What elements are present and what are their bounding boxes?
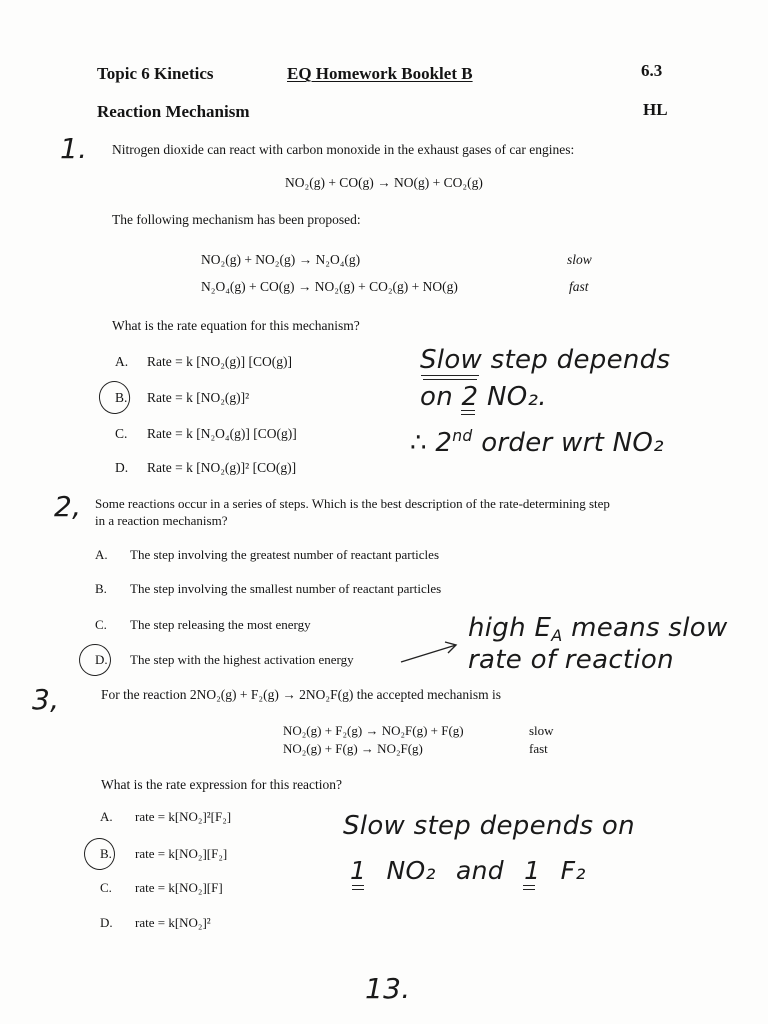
q1-note-line-3	[410, 428, 664, 459]
q3-mechanism-step-2: NO₂(g) + F(g) → NO₂F(g)	[283, 741, 423, 756]
q2-note-line-1-suffix: means slow	[562, 613, 728, 643]
page-subtitle: Reaction Mechanism	[97, 102, 250, 121]
q3-note-underline	[523, 885, 535, 886]
q2-note-line-2: rate of reaction	[468, 645, 674, 675]
q3-mechanism-step-2-speed: fast	[529, 741, 548, 756]
q2-option-a-letter: A.	[95, 547, 108, 562]
q1-overall-equation: NO₂(g) + CO(g) → NO(g) + CO₂(g)	[285, 175, 483, 190]
q1-option-c-letter: C.	[115, 426, 128, 441]
q3-option-b-text: rate = k[NO₂][F₂]	[135, 846, 228, 861]
q3-question: What is the rate expression for this reaction?	[101, 777, 343, 792]
q2-option-a-text: The step involving the greatest number of reactant particles	[130, 547, 439, 562]
q3-option-a-text: rate = k[NO₂]²[F₂]	[135, 809, 232, 824]
q2-note-line-1-subscript: A	[551, 625, 563, 645]
q1-note-underline	[423, 379, 477, 380]
q3-prompt: For the reaction 2NO₂(g) + F₂(g) → 2NO₂F(g) the accepted mechanism is	[101, 687, 502, 702]
q1-note-line-1: Slow step depends	[420, 345, 671, 375]
q3-option-d-letter: D.	[100, 915, 113, 930]
q2-handwritten-number: 2,	[54, 490, 82, 523]
q1-option-b-letter: B.	[115, 390, 128, 405]
q1-option-b-text: Rate = k [NO₂(g)]²	[147, 390, 250, 405]
q1-question: What is the rate equation for this mechanism?	[112, 318, 360, 333]
q1-note-line-3-prefix: ∴ 2	[410, 428, 453, 459]
q3-note-underline	[352, 885, 364, 886]
section-number: 6.3	[641, 61, 663, 80]
q2-note-line-1	[468, 614, 728, 645]
topic-title: Topic 6 Kinetics	[97, 64, 214, 83]
q1-handwritten-number: 1.	[60, 132, 88, 165]
q1-option-a-letter: A.	[115, 354, 129, 369]
q2-option-b-text: The step involving the smallest number of reactant particles	[130, 581, 442, 596]
q1-note-line-3-suffix: order wrt NO₂	[472, 428, 664, 459]
q1-note-line-3-ordinal: nd	[452, 427, 473, 445]
q3-mechanism-step-1-speed: slow	[529, 723, 554, 738]
q3-option-d-text: rate = k[NO₂]²	[135, 915, 211, 930]
q2-prompt-line-1: Some reactions occur in a series of steps. Which is the best description of the rate-determining step	[95, 496, 610, 511]
page-number: 13.	[365, 972, 411, 1005]
q3-option-c-text: rate = k[NO₂][F]	[135, 880, 223, 895]
q2-option-c-text: The step releasing the most energy	[130, 617, 311, 632]
booklet-title: EQ Homework Booklet B	[287, 64, 473, 83]
q3-mechanism-step-1: NO₂(g) + F₂(g) → NO₂F(g) + F(g)	[283, 723, 464, 738]
q3-handwritten-number: 3,	[32, 683, 60, 716]
level-label: HL	[643, 100, 668, 119]
q3-note-line-2: 1 NO₂ and 1 F₂	[350, 856, 586, 885]
q1-option-a-text: Rate = k [NO₂(g)] [CO(g)]	[147, 354, 293, 369]
q2-option-d-letter: D.	[95, 652, 108, 667]
q1-mechanism-step-1-speed: slow	[567, 252, 592, 267]
q1-option-c-text: Rate = k [N₂O₄(g)] [CO(g)]	[147, 426, 297, 441]
q1-prompt: Nitrogen dioxide can react with carbon monoxide in the exhaust gases of car engines:	[112, 142, 575, 157]
q1-mechanism-step-2: N₂O₄(g) + CO(g) → NO₂(g) + CO₂(g) + NO(g)	[201, 279, 458, 294]
q3-option-c-letter: C.	[100, 880, 112, 895]
q1-option-d-text: Rate = k [NO₂(g)]² [CO(g)]	[147, 460, 297, 475]
arrow-annotation	[398, 636, 462, 668]
q2-option-c-letter: C.	[95, 617, 107, 632]
q3-option-a-letter: A.	[100, 809, 113, 824]
q3-note-line-1: Slow step depends on	[343, 811, 635, 841]
q1-option-d-letter: D.	[115, 460, 129, 475]
q1-note-line-2: on 2 NO₂.	[420, 382, 547, 412]
q1-note-underline	[461, 414, 475, 415]
q1-mechanism-intro: The following mechanism has been proposed:	[112, 212, 361, 227]
q2-option-b-letter: B.	[95, 581, 107, 596]
q3-note-underline	[523, 889, 535, 890]
q1-note-underline	[421, 375, 479, 376]
q3-note-underline	[352, 889, 364, 890]
q1-note-underline	[461, 410, 475, 411]
q2-note-line-1-prefix: high E	[468, 613, 552, 643]
q1-mechanism-step-2-speed: fast	[569, 279, 589, 294]
q2-prompt-line-2: in a reaction mechanism?	[95, 513, 228, 528]
q1-mechanism-step-1: NO₂(g) + NO₂(g) → N₂O₄(g)	[201, 252, 361, 267]
q2-option-d-text: The step with the highest activation energy	[130, 652, 354, 667]
q3-option-b-letter: B.	[100, 846, 112, 861]
